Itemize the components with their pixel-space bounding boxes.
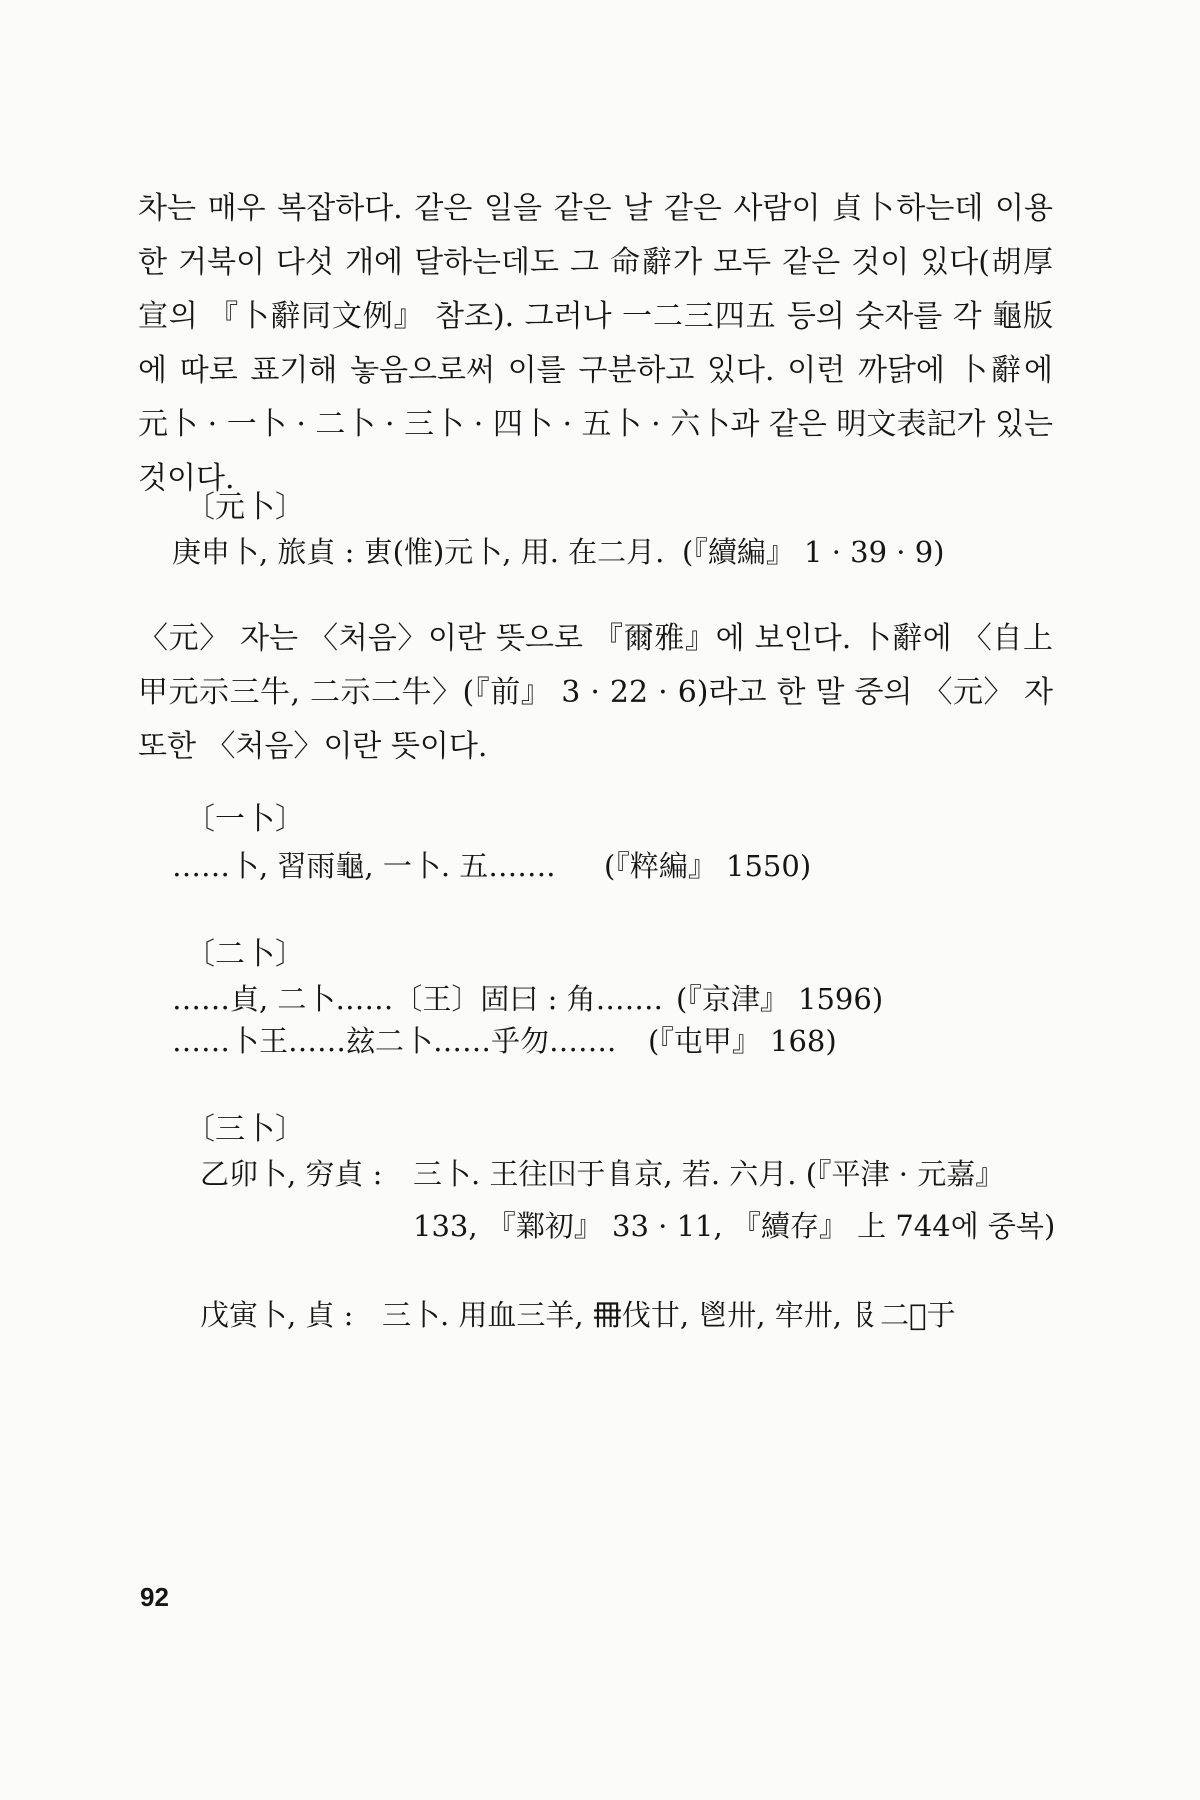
example-three-bu-1 — [200, 1148, 1060, 1252]
example-text: ……卜, 習雨龜, 一卜. 五……. — [172, 849, 556, 883]
example-source: (『屯甲』 168) — [648, 1024, 837, 1058]
heading-one-bu: 〔一卜〕 — [185, 802, 305, 837]
example-source: (『粹編』 1550) — [604, 849, 812, 883]
example-text: ……卜王……玆二卜……乎勿……. — [172, 1024, 617, 1058]
example-source: (『京津』 1596) — [676, 982, 884, 1016]
example-one-bu — [172, 846, 812, 886]
example-two-bu-1 — [172, 979, 884, 1019]
example-body: 三卜. 用血三羊, 𠕋伐廿, 鬯卅, 牢卅, 𠬝二𡚤于 — [382, 1298, 956, 1332]
yuan-note-paragraph: 〈元〉 자는 〈처음〉이란 뜻으로 『爾雅』에 보인다. 卜辭에 〈自上甲元示三牛, 二示二牛〉(『前』 3 · 22 · 6)라고 한 말 중의 〈元〉 자 또한 〈처음〉이란 뜻이다. — [138, 621, 1053, 764]
example-two-bu-2 — [172, 1021, 837, 1061]
example-source: (『續編』 1 · 39 · 9) — [682, 535, 945, 569]
example-three-bu-2 — [200, 1289, 1060, 1341]
heading-three-bu: 〔三卜〕 — [185, 1112, 305, 1147]
page-number: 92 — [140, 1582, 169, 1612]
example-text: 庚申卜, 旅貞 : 叀(惟)元卜, 用. 在二月. — [172, 535, 665, 569]
example-yuan-bu — [172, 532, 945, 572]
example-text: ……貞, 二卜……〔王〕固曰 : 角……. — [172, 982, 663, 1016]
heading-yuan-bu: 〔元卜〕 — [185, 490, 305, 525]
heading-two-bu: 〔二卜〕 — [185, 937, 305, 972]
example-body: 三卜. 王往𡆥于𨸏京, 若. 六月. (『平津 · 元嘉』 133, 『鄴初』 33 · 11, 『續存』 上 744에 중복) — [413, 1157, 1056, 1243]
intro-paragraph: 차는 매우 복잡하다. 같은 일을 같은 날 같은 사람이 貞卜하는데 이용한 거북이 다섯 개에 달하는데도 그 命辭가 모두 같은 것이 있다(胡厚宣의 『卜辭同文例』 참조). 그러나 一二三四五 등의 숫자를 각 龜版에 따로 표기해 놓음으로써 이를 구분하고 있다. 이런 까닭에 卜辭에 元卜 · 一卜 · 二卜 · 三卜 · 四卜 · 五卜 · 六卜과 같은 明文表記가 있는 것이다. — [138, 191, 1053, 496]
example-label: 戊寅卜, 貞 : — [200, 1298, 354, 1332]
example-label: 乙卯卜, 穷貞 : — [200, 1157, 383, 1191]
